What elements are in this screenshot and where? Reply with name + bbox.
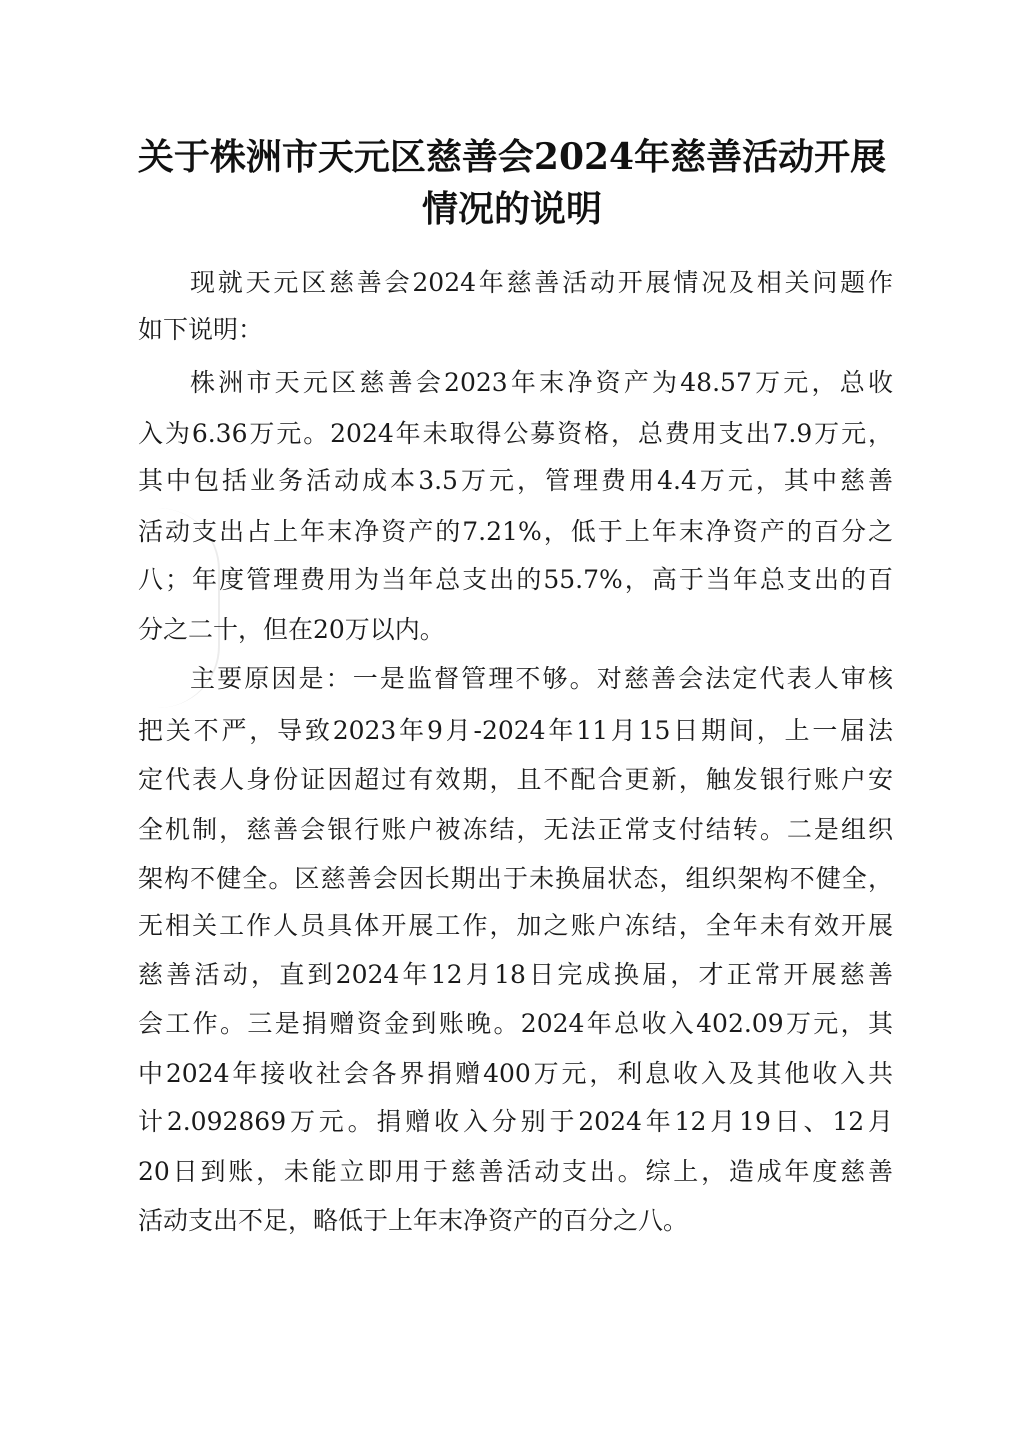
paragraph-3-line-2: 把关不严，导致2023年9月-2024年11月15日期间，上一届法 <box>138 716 893 745</box>
paragraph-2-line-5: 八；年度管理费用为当年总支出的55.7%，高于当年总支出的百 <box>138 565 893 594</box>
paragraph-3-line-6: 无相关工作人员具体开展工作，加之账户冻结，全年未有效开展 <box>138 911 893 940</box>
paragraph-3-line-11: 20日到账，未能立即用于慈善活动支出。综上，造成年度慈善 <box>138 1157 893 1186</box>
paragraph-2-line-2: 入为6.36万元。2024年未取得公募资格，总费用支出7.9万元， <box>138 419 893 448</box>
paragraph-3-line-7: 慈善活动，直到2024年12月18日完成换届，才正常开展慈善 <box>138 960 893 989</box>
paragraph-3-line-9: 中2024年接收社会各界捐赠400万元，利息收入及其他收入共 <box>138 1059 893 1088</box>
document-title-line-2: 情况的说明 <box>421 188 602 230</box>
paragraph-3-line-5: 架构不健全。区慈善会因长期出于未换届状态，组织架构不健全， <box>138 864 893 893</box>
paragraph-3-line-4: 全机制，慈善会银行账户被冻结，无法正常支付结转。二是组织 <box>138 815 893 844</box>
paragraph-2-line-3: 其中包括业务活动成本3.5万元，管理费用4.4万元，其中慈善 <box>138 466 893 495</box>
paragraph-3-line-1: 主要原因是：一是监督管理不够。对慈善会法定代表人审核 <box>190 664 893 693</box>
paragraph-3-line-12: 活动支出不足，略低于上年末净资产的百分之八。 <box>138 1206 689 1235</box>
paragraph-2-line-6: 分之二十，但在20万以内。 <box>138 615 445 644</box>
paragraph-2-line-1: 株洲市天元区慈善会2023年末净资产为48.57万元，总收 <box>190 368 893 397</box>
paragraph-3-line-3: 定代表人身份证因超过有效期，且不配合更新，触发银行账户安 <box>138 765 893 794</box>
paragraph-1-line-1: 现就天元区慈善会2024年慈善活动开展情况及相关问题作 <box>190 268 893 297</box>
document-title-line-1: 关于株洲市天元区慈善会2024年慈善活动开展 <box>137 136 887 178</box>
paragraph-1-line-2: 如下说明： <box>138 315 264 344</box>
paragraph-3-line-10: 计2.092869万元。捐赠收入分别于2024年12月19日、12月 <box>138 1107 893 1136</box>
paragraph-3-line-8: 会工作。三是捐赠资金到账晚。2024年总收入402.09万元，其 <box>138 1009 893 1038</box>
paragraph-2-line-4: 活动支出占上年末净资产的7.21%，低于上年末净资产的百分之 <box>138 517 893 546</box>
